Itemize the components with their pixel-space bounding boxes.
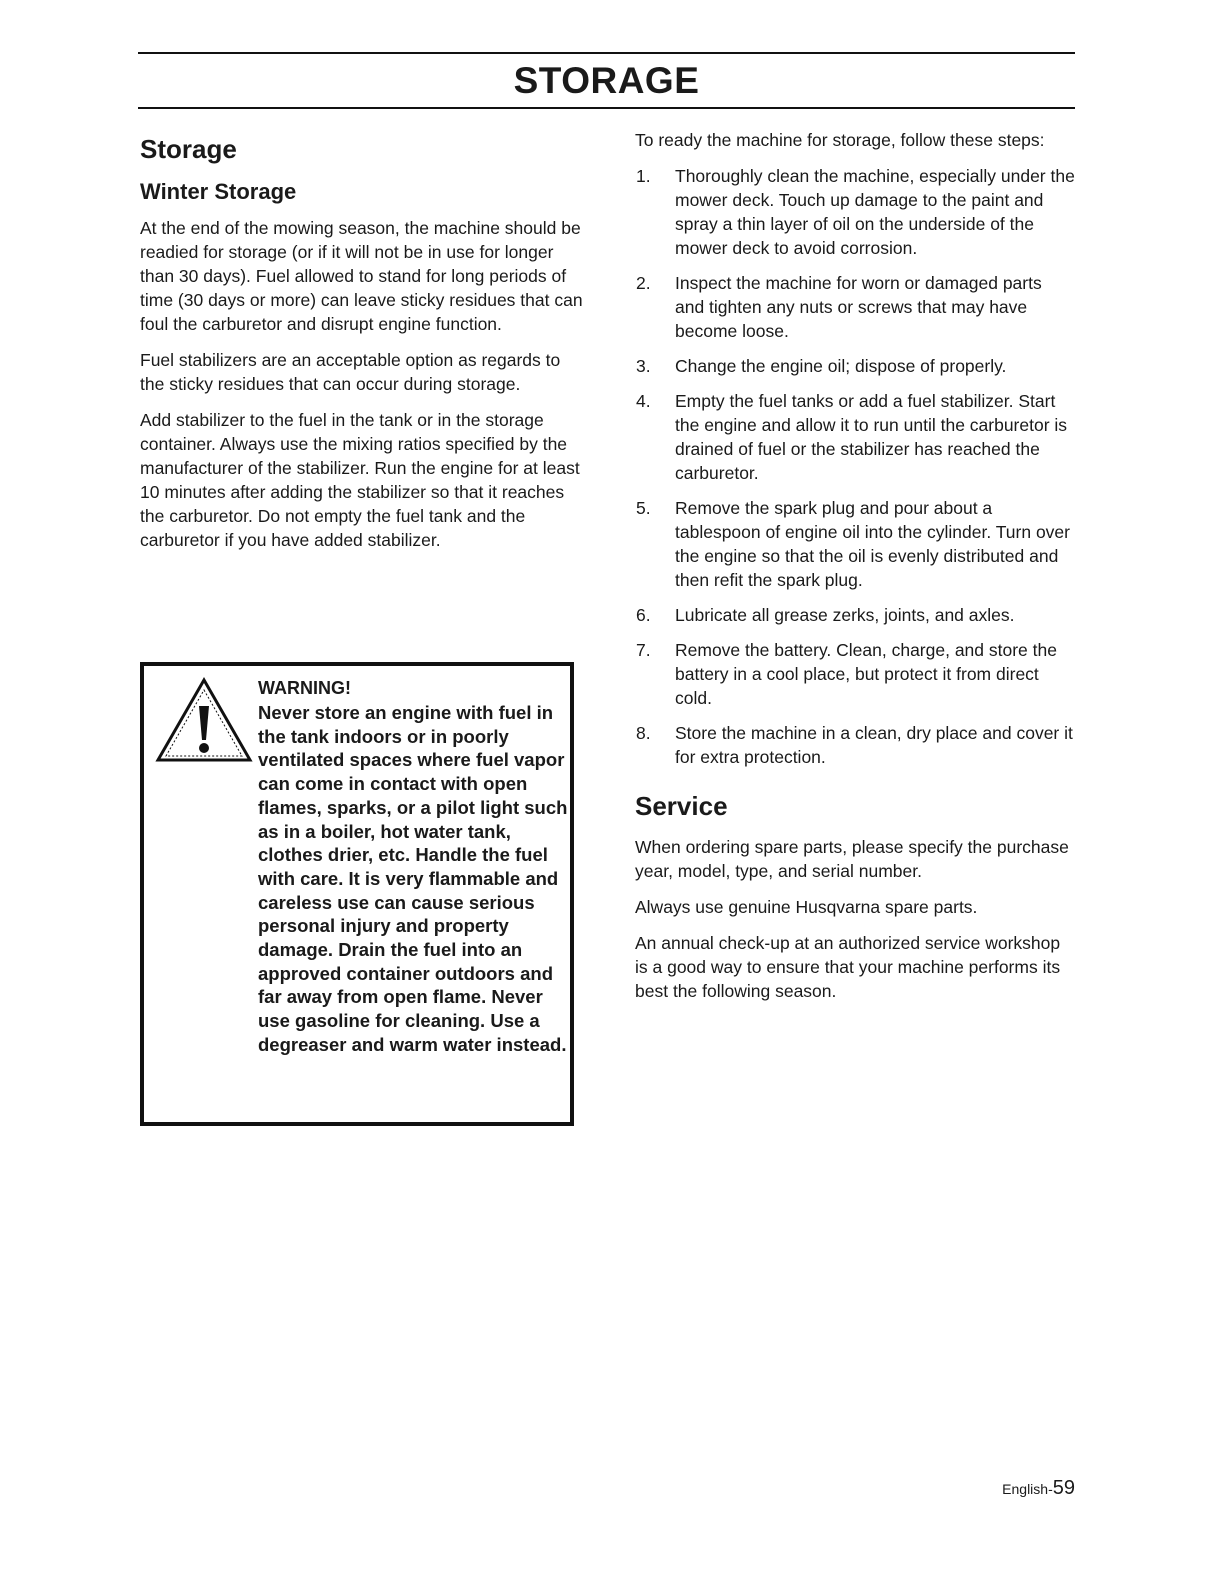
left-column: [140, 128, 585, 564]
step-number: 2.: [636, 273, 651, 293]
paragraph: Add stabilizer to the fuel in the tank or in the storage container. Always use the mixing ratios specified by the manufacturer of the stabilizer. Run the engine for at least 10 minutes after adding the stabilizer so that it reaches the carburetor. Do not empty the fuel tank and the carburetor if you have added stabilizer.: [140, 410, 580, 550]
list-item: [635, 164, 1075, 260]
step-number: 5.: [636, 498, 651, 518]
paragraph: At the end of the mowing season, the machine should be readied for storage (or if it will not be in use for longer than 30 days). Fuel allowed to stand for long periods of time (30 days or more) can leave sticky residues that can foul the carburetor and disrupt engine function.: [140, 218, 583, 334]
list-item: [635, 496, 1075, 592]
step-text: Thoroughly clean the machine, especially under the mower deck. Touch up damage to the paint and spray a thin layer of oil on the underside of the mower deck to avoid corrosion.: [675, 166, 1075, 258]
warning-body: Never store an engine with fuel in the tank indoors or in poorly ventilated spaces where fuel vapor can come in contact with open flames, sparks, or a pilot light such as in a boiler, hot water tank, clothes drier, etc. Handle the fuel with care. It is very flammable and careless use can cause serious personal injury and property damage. Drain the fuel into an approved container outdoors and far away from open flame. Never use gasoline for cleaning. Use a degreaser and warm water instead.: [258, 702, 568, 1055]
page-number: 59: [1052, 1477, 1075, 1499]
storage-steps-list: [635, 164, 1075, 769]
step-number: 1.: [636, 166, 651, 186]
step-number: 3.: [636, 356, 651, 376]
list-item: [635, 721, 1075, 769]
header-bottom-rule: [138, 107, 1075, 109]
step-text: Remove the battery. Clean, charge, and store the battery in a cool place, but protect it from direct cold.: [675, 640, 1057, 708]
step-number: 6.: [636, 605, 651, 625]
steps-intro: To ready the machine for storage, follow these steps:: [635, 130, 1045, 150]
page-title: STORAGE: [513, 60, 700, 101]
warning-title: WARNING!: [258, 678, 351, 698]
paragraph: An annual check-up at an authorized service workshop is a good way to ensure that your machine performs its best the following season.: [635, 933, 1061, 1001]
footer-language: English-: [1002, 1481, 1053, 1497]
page-footer: [1002, 1476, 1075, 1501]
step-text: Change the engine oil; dispose of properly.: [675, 356, 1007, 376]
warning-text-block: [258, 676, 568, 1057]
step-number: 4.: [636, 391, 651, 411]
paragraph: Fuel stabilizers are an acceptable option as regards to the sticky residues that can occur during storage.: [140, 350, 561, 394]
step-text: Remove the spark plug and pour about a tablespoon of engine oil into the cylinder. Turn over the engine so that the oil is evenly distributed and then refit the spark plug.: [675, 498, 1070, 590]
section-heading-service: Service: [635, 791, 728, 821]
warning-box: [140, 662, 574, 1126]
list-item: [635, 354, 1075, 378]
subheading-winter-storage: Winter Storage: [140, 179, 297, 204]
paragraph: When ordering spare parts, please specify the purchase year, model, type, and serial number.: [635, 837, 1069, 881]
paragraph: Always use genuine Husqvarna spare parts.: [635, 897, 978, 917]
step-text: Inspect the machine for worn or damaged parts and tighten any nuts or screws that may have become loose.: [675, 273, 1042, 341]
header-top-rule: [138, 52, 1075, 54]
right-column: [635, 128, 1075, 1015]
list-item: [635, 271, 1075, 343]
step-number: 7.: [636, 640, 651, 660]
step-text: Empty the fuel tanks or add a fuel stabilizer. Start the engine and allow it to run until the carburetor is drained of fuel or the stabilizer has reached the carburetor.: [675, 391, 1068, 483]
step-text: Store the machine in a clean, dry place and cover it for extra protection.: [675, 723, 1073, 767]
step-number: 8.: [636, 723, 651, 743]
step-text: Lubricate all grease zerks, joints, and axles.: [675, 605, 1015, 625]
list-item: [635, 389, 1075, 485]
list-item: [635, 638, 1075, 710]
list-item: [635, 603, 1075, 627]
warning-triangle-icon: [154, 676, 254, 764]
section-heading-storage: Storage: [140, 134, 237, 164]
